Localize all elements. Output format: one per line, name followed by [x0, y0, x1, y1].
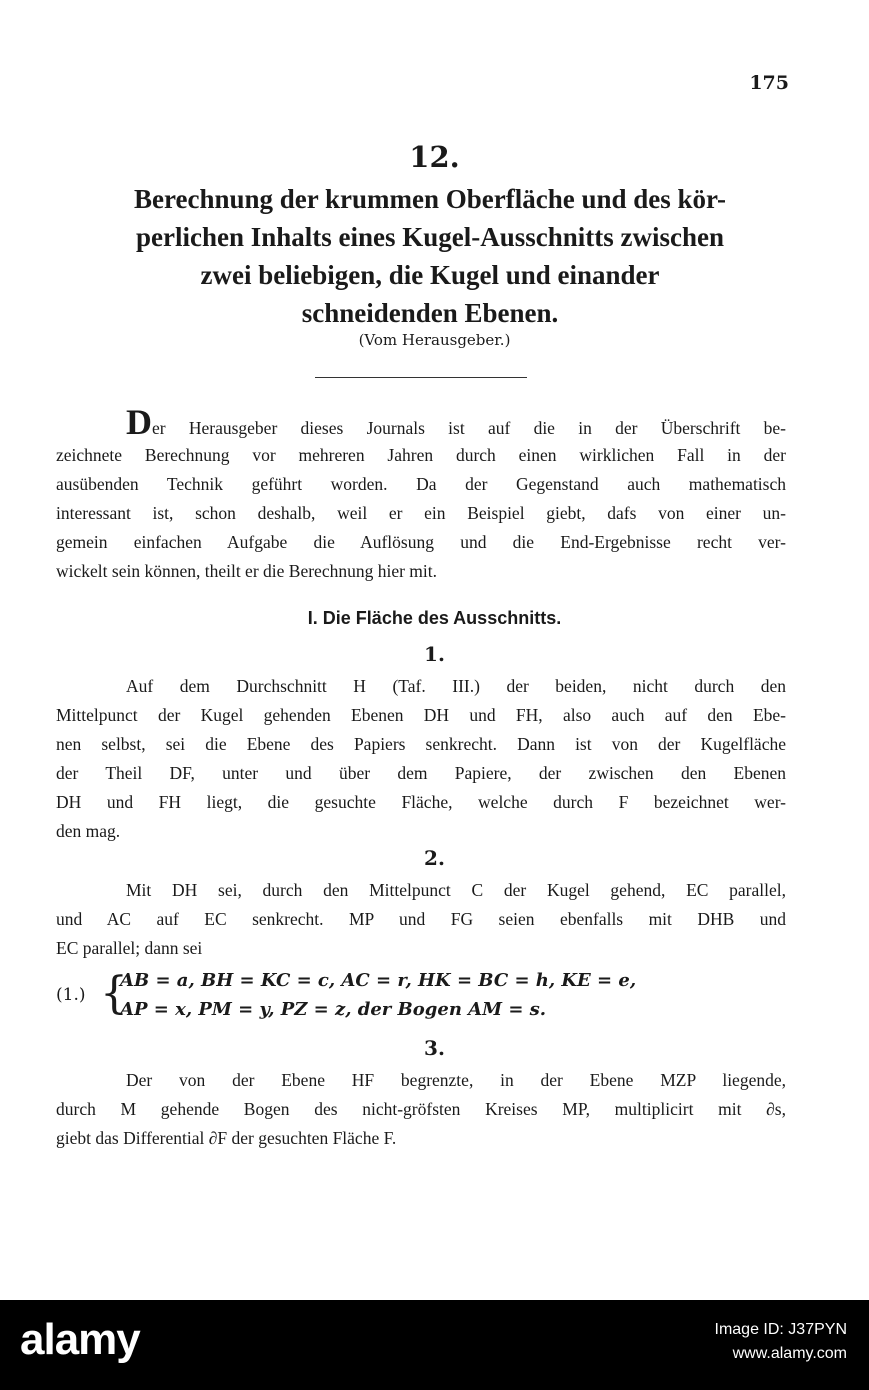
- title-line: schneidenden Ebenen.: [301, 298, 559, 328]
- title-line: zwei beliebigen, die Kugel und einander: [200, 260, 660, 290]
- subsection-1-paragraph: [56, 672, 786, 846]
- subsection-3-paragraph: [56, 1066, 786, 1153]
- subsection-number: 2.: [424, 846, 445, 870]
- title-line: perlichen Inhalts eines Kugel-Ausschnitts zwischen: [135, 222, 725, 252]
- paragraph-line: durch M gehende Bogen des nicht-gröfsten Kreises MP, multiplicirt mit ∂s,: [56, 1099, 786, 1119]
- paragraph-line: der Theil DF, unter und über dem Papiere, der zwischen den Ebenen: [56, 763, 786, 783]
- section-heading: I. Die Fläche des Ausschnitts.: [307, 608, 562, 628]
- paragraph-line: giebt das Differential ∂F der gesuchten Fläche F.: [56, 1128, 397, 1148]
- subsection-number: 1.: [424, 642, 445, 666]
- paragraph-line: Auf dem Durchschnitt H (Taf. III.) der beiden, nicht durch den: [126, 676, 786, 696]
- paragraph-line: und AC auf EC senkrecht. MP und FG seien ebenfalls mit DHB und: [56, 909, 786, 929]
- alamy-logo: alamy: [20, 1315, 140, 1364]
- paragraph-line: den mag.: [56, 821, 121, 841]
- paragraph-line: gemein einfachen Aufgabe die Auflösung und die End-Ergebnisse recht ver-: [56, 532, 786, 552]
- subsection-number: 3.: [424, 1036, 445, 1060]
- chapter-number: 12.: [409, 140, 460, 174]
- subsection-2-paragraph: [56, 876, 786, 963]
- site-url: www.alamy.com: [732, 1345, 847, 1362]
- paragraph-line: nen selbst, sei die Ebene des Papiers senkrecht. Dann ist von der Kugelfläche: [56, 734, 786, 754]
- divider-rule: [315, 377, 527, 378]
- drop-cap: D: [126, 402, 152, 442]
- paragraph-line: Mit DH sei, durch den Mittelpunct C der Kugel gehend, EC parallel,: [126, 880, 786, 900]
- paragraph-line: Der Herausgeber dieses Journals ist auf die in der Überschrift be-: [126, 402, 786, 442]
- equation-brace: {: [100, 968, 128, 1019]
- stock-info: [715, 1318, 848, 1366]
- chapter-title: [55, 180, 805, 332]
- title-line: Berechnung der krummen Oberfläche und des kör-: [133, 184, 727, 214]
- intro-paragraph: [56, 402, 786, 586]
- paragraph-line: EC parallel; dann sei: [56, 938, 203, 958]
- paragraph-line: zeichnete Berechnung vor mehreren Jahren durch einen wirklichen Fall in der: [56, 445, 786, 465]
- paragraph-line: wickelt sein können, theilt er die Berechnung hier mit.: [56, 561, 438, 581]
- equation-line: AB = a, BH = KC = c, AC = r, HK = BC = h, KE = e,: [120, 970, 637, 991]
- paragraph-line: ausübenden Technik geführt worden. Da der Gegenstand auch mathematisch: [56, 474, 786, 494]
- equation-label: (1.): [56, 985, 86, 1005]
- image-id: Image ID: J37PYN: [714, 1321, 847, 1338]
- paragraph-line: Der von der Ebene HF begrenzte, in der Ebene MZP liegende,: [126, 1070, 786, 1090]
- paragraph-line: DH und FH liegt, die gesuchte Fläche, welche durch F bezeichnet wer-: [56, 792, 786, 812]
- page-number: 175: [749, 72, 789, 94]
- paragraph-line: Mittelpunct der Kugel gehenden Ebenen DH und FH, also auch auf den Ebe-: [56, 705, 786, 725]
- equation-line: AP = x, PM = y, PZ = z, der Bogen AM = s.: [120, 999, 547, 1020]
- byline: (Vom Herausgeber.): [358, 331, 511, 349]
- paragraph-line: interessant ist, schon deshalb, weil er ein Beispiel giebt, dafs von einer un-: [56, 503, 786, 523]
